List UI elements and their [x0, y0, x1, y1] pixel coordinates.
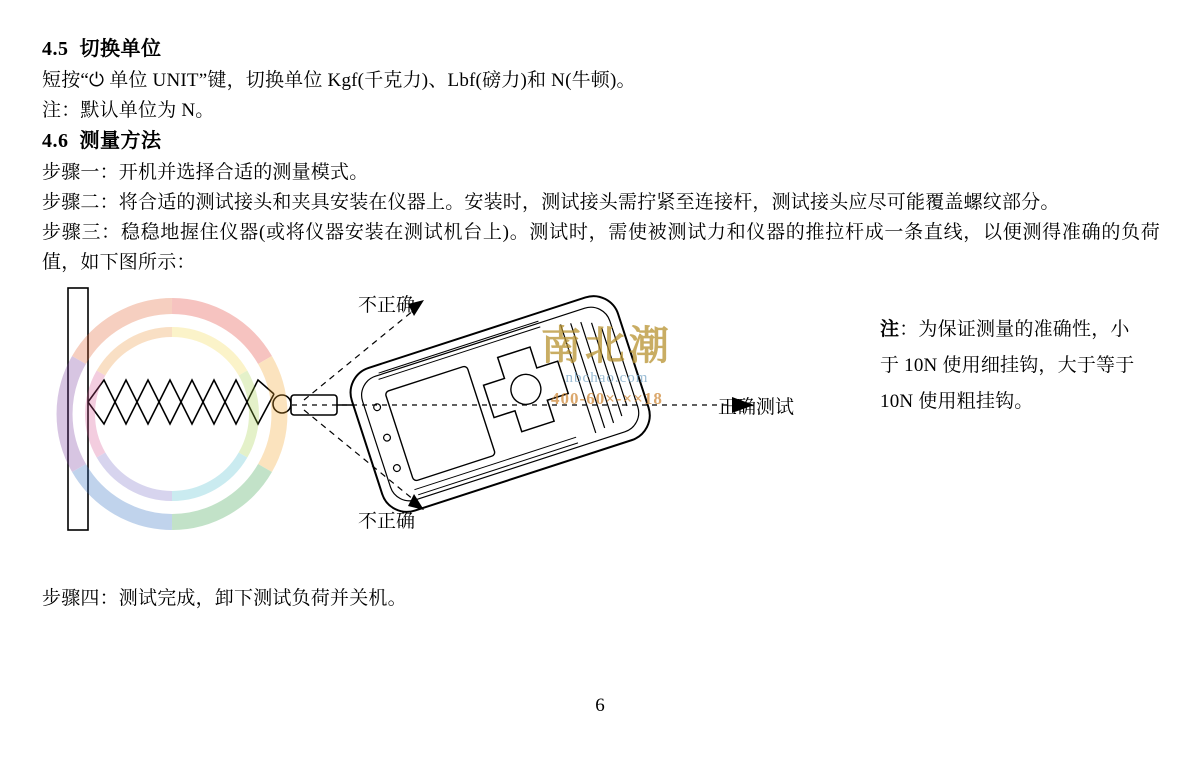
paragraph-unit-default: 注：默认单位为 N。 — [42, 100, 215, 121]
label-correct-test: 正确测试 — [718, 397, 795, 418]
section-title-4-6: 测量方法 — [79, 130, 162, 152]
label-incorrect-bottom: 不正确 — [358, 511, 416, 532]
watermark-subtitle: nbchao.com — [565, 370, 649, 386]
paragraph-step-2: 步骤二：将合适的测试接头和夹具安装在仪器上。安装时，测试接头需拧紧至连接杆，测试接头应尽可能覆盖螺纹部分。 — [42, 192, 1060, 213]
figure-note — [880, 312, 1140, 420]
measurement-figure — [42, 284, 1160, 584]
paragraph-unit-switch: 短按“⏻ 单位 UNIT”键，切换单位 Kgf(千克力)、Lbf(磅力)和 N(牛顿)。 — [42, 70, 636, 91]
page-number: 6 — [595, 695, 605, 716]
figure-note-prefix: 注 — [880, 319, 900, 340]
section-number-4-6: 4.6 — [42, 130, 69, 152]
section-title-4-5: 切换单位 — [79, 38, 162, 60]
watermark-title: 南北潮 — [541, 323, 673, 368]
paragraph-step-1: 步骤一：开机并选择合适的测量模式。 — [42, 162, 369, 183]
paragraph-step-3: 步骤三：稳稳地握住仪器(或将仪器安装在测试机台上)。测试时，需使被测试力和仪器的推拉杆成一条直线，以便测得准确的负荷值，如下图所示： — [42, 222, 1160, 273]
section-number-4-5: 4.5 — [42, 38, 69, 60]
section-heading-4-6 — [42, 126, 1160, 156]
watermark-phone: 400-60×-××18 — [551, 389, 663, 408]
section-heading-4-5 — [42, 34, 1160, 64]
figure-note-text: ：为保证测量的准确性，小于 10N 使用细挂钩，大于等于 10N 使用粗挂钩。 — [880, 319, 1135, 412]
paragraph-step-4: 步骤四：测试完成，卸下测试负荷并关机。 — [42, 588, 407, 609]
document-content — [42, 34, 1160, 614]
label-incorrect-top: 不正确 — [358, 295, 416, 316]
